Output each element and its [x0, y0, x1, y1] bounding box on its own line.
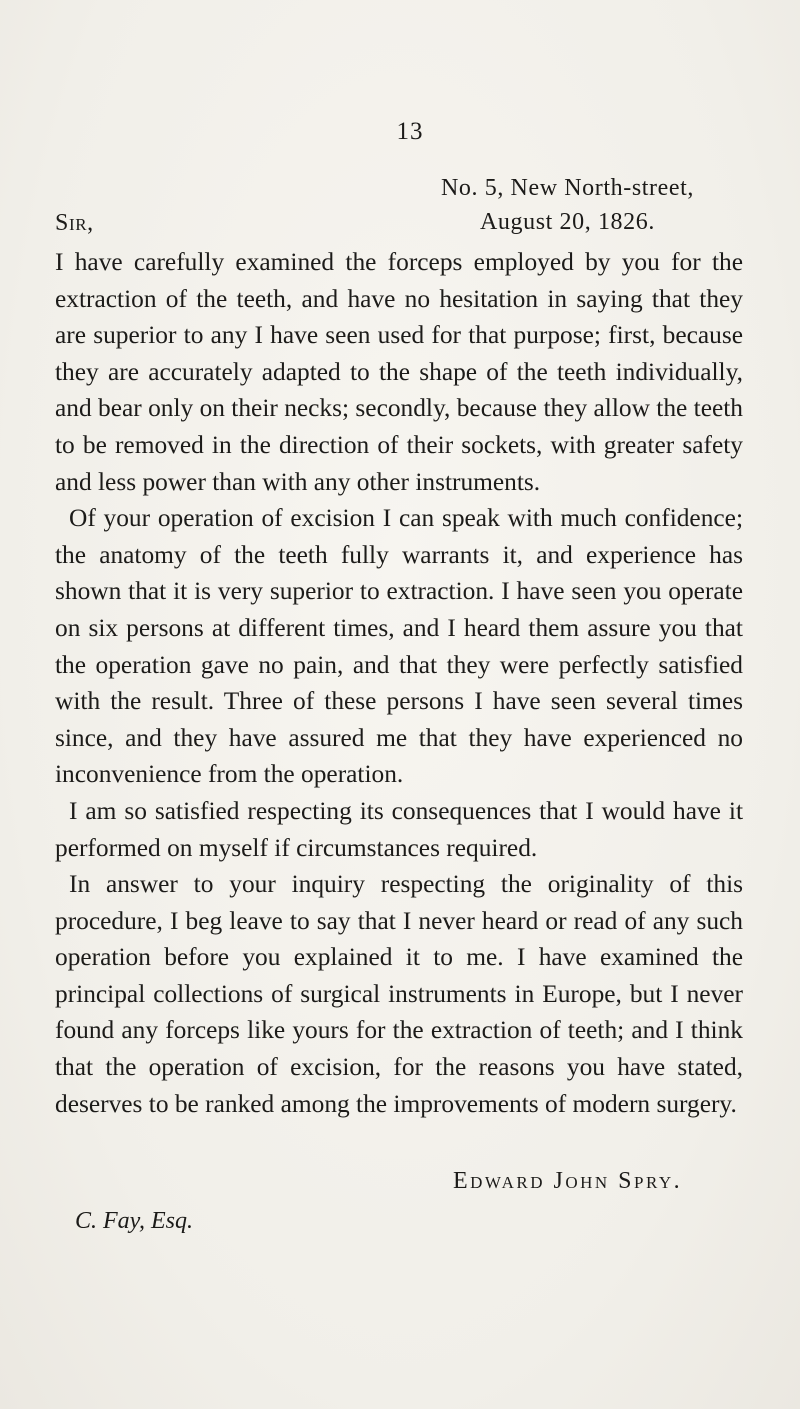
page-number: 13 — [396, 118, 424, 145]
letter-body — [55, 244, 743, 1122]
letter-address: No. 5, New North-street, — [441, 175, 695, 201]
letter-salutation: Sir, — [55, 210, 94, 236]
letter-date: August 20, 1826. — [480, 209, 655, 235]
paragraph: I am so satisfied respecting its consequences that I would have it performed on myself if circumstances required. — [55, 796, 743, 862]
letter-signature: Edward John Spry. — [453, 1168, 683, 1194]
paragraph: I have carefully examined the forceps employed by you for the extraction of the teeth, and have no hesitation in saying that they are superior to any I have seen used for that purpose; first, because they are accurately adapted to the shape of the teeth individually, and bear only on their necks; secondly, because they allow the teeth to be removed in the direction of their sockets, with greater safety and less power than with any other instruments. — [55, 248, 743, 496]
paragraph: In answer to your inquiry respecting the originality of this procedure, I beg leave to say that I never heard or read of any such operation before you explained it to me. I have examined the principal collections of surgical instruments in Europe, but I never found any forceps like yours for the extraction of teeth; and I think that the operation of excision, for the reasons you have stated, deserves to be ranked among the improvements of modern surgery. — [55, 870, 743, 1118]
paragraph: Of your operation of excision I can speak with much confidence; the anatomy of the teeth fully warrants it, and experience has shown that it is very superior to extraction. I have seen you operate on six persons at different times, and I heard them assure you that the operation gave no pain, and that they were perfectly satisfied with the result. Three of these persons I have seen several times since, and they have assured me that they have experienced no inconvenience from the operation. — [55, 504, 743, 789]
letter-addressee: C. Fay, Esq. — [75, 1208, 193, 1234]
